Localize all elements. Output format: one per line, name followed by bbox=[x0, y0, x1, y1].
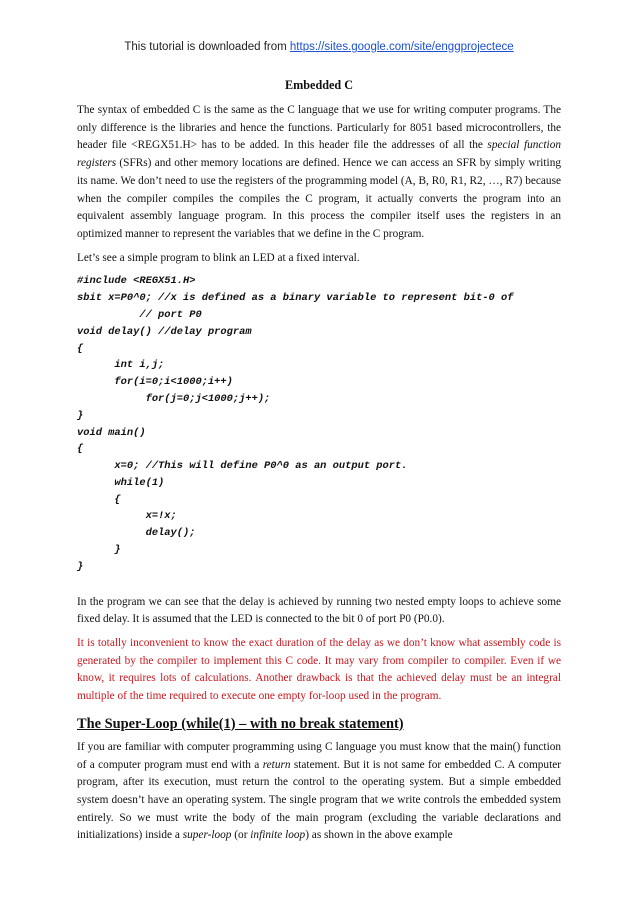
code-line: void main() bbox=[77, 426, 146, 439]
paragraph-delay-explanation: In the program we can see that the delay is achieved by running two nested empty loops to achieve some fixed delay. It is assumed that the LED is connected to the bit 0 of port P0 (P0.0). bbox=[77, 595, 561, 626]
code-line: { bbox=[77, 342, 84, 355]
paragraph-super-loop-emphasis-return: return bbox=[262, 758, 291, 771]
section-heading-super-loop: The Super-Loop (while(1) – with no break statement) bbox=[77, 715, 404, 732]
code-line: x=!x; bbox=[77, 510, 177, 523]
paragraph-super-loop-text-c: (or bbox=[231, 829, 251, 842]
code-line: delay(); bbox=[77, 527, 196, 540]
code-line: } bbox=[77, 544, 121, 557]
document-body bbox=[77, 78, 561, 851]
paragraph-super-loop-text-a: If you are familiar with computer programming using C language you must know that the main() function of a computer program must end with a bbox=[77, 740, 561, 771]
paragraph-super-loop-emphasis-infinite-loop: infinite loop bbox=[250, 829, 306, 842]
code-listing bbox=[77, 273, 561, 575]
paragraph-intro bbox=[77, 102, 561, 244]
page-header bbox=[0, 41, 638, 53]
code-line: { bbox=[77, 493, 121, 506]
code-line: } bbox=[77, 409, 84, 422]
code-line: for(j=0;j<1000;j++); bbox=[77, 392, 271, 405]
paragraph-super-loop-text-b: statement. But it is not same for embedded C. A computer program, after its execution, must return the control to the operating system. But a simple embedded system doesn’t have an operating system. The single program that we write controls the embedded system entirely. So we must write the body of the main program (excluding the variable declarations and initializations) inside a bbox=[77, 758, 561, 842]
code-line: void delay() //delay program bbox=[77, 325, 252, 338]
paragraph-intro-text-b: (SFRs) and other memory locations are defined. Hence we can access an SFR by simply writing its name. We don’t need to use the registers of the programming model (A, B, R0, R1, R2, …, R7) because when the compiler compiles the compiles the C program, it actually converts the program into an equivalent assembly language program. In this process the compiler itself uses the registers in an optimized manner to represent the variables that we define in the C program. bbox=[77, 157, 561, 240]
paragraph-intro-emphasis: special function registers bbox=[77, 139, 561, 170]
paragraph-intro-text-a: The syntax of embedded C is the same as the C language that we use for writing computer programs. The only difference is the libraries and hence the functions. Particularly for 8051 based microcontrollers, the header file <REGX51.H> has to be added. In this header file the addresses of all the bbox=[77, 104, 561, 152]
code-line: { bbox=[77, 443, 84, 456]
header-text: This tutorial is downloaded from bbox=[124, 41, 290, 53]
code-line: sbit x=P0^0; //x is defined as a binary variable to represent bit-0 of bbox=[77, 292, 514, 305]
code-line: // port P0 bbox=[77, 308, 202, 321]
header-link[interactable]: https://sites.google.com/site/enggprojectece bbox=[289, 41, 514, 53]
paragraph-delay-drawback: It is totally inconvenient to know the exact duration of the delay as we don’t know what assembly code is generated by the compiler to implement this C code. It may vary from compiler to compiler. Even if we know, it requires lots of calculations. Another drawback is that the achieved delay must be an integral multiple of the time required to execute one empty for-loop used in the program. bbox=[77, 637, 561, 703]
paragraph-super-loop-emphasis-super-loop: super-loop bbox=[182, 829, 232, 842]
code-line: #include <REGX51.H> bbox=[77, 275, 196, 288]
paragraph-super-loop bbox=[77, 739, 561, 845]
document-title: Embedded C bbox=[284, 78, 354, 92]
code-line: while(1) bbox=[77, 476, 165, 489]
code-line: } bbox=[77, 560, 84, 573]
code-line: x=0; //This will define P0^0 as an output port. bbox=[77, 460, 408, 473]
paragraph-program-intro: Let’s see a simple program to blink an LED at a fixed interval. bbox=[77, 251, 360, 264]
code-line: int i,j; bbox=[77, 359, 165, 372]
paragraph-super-loop-text-d: ) as shown in the above example bbox=[305, 829, 453, 842]
code-line: for(i=0;i<1000;i++) bbox=[77, 376, 233, 389]
